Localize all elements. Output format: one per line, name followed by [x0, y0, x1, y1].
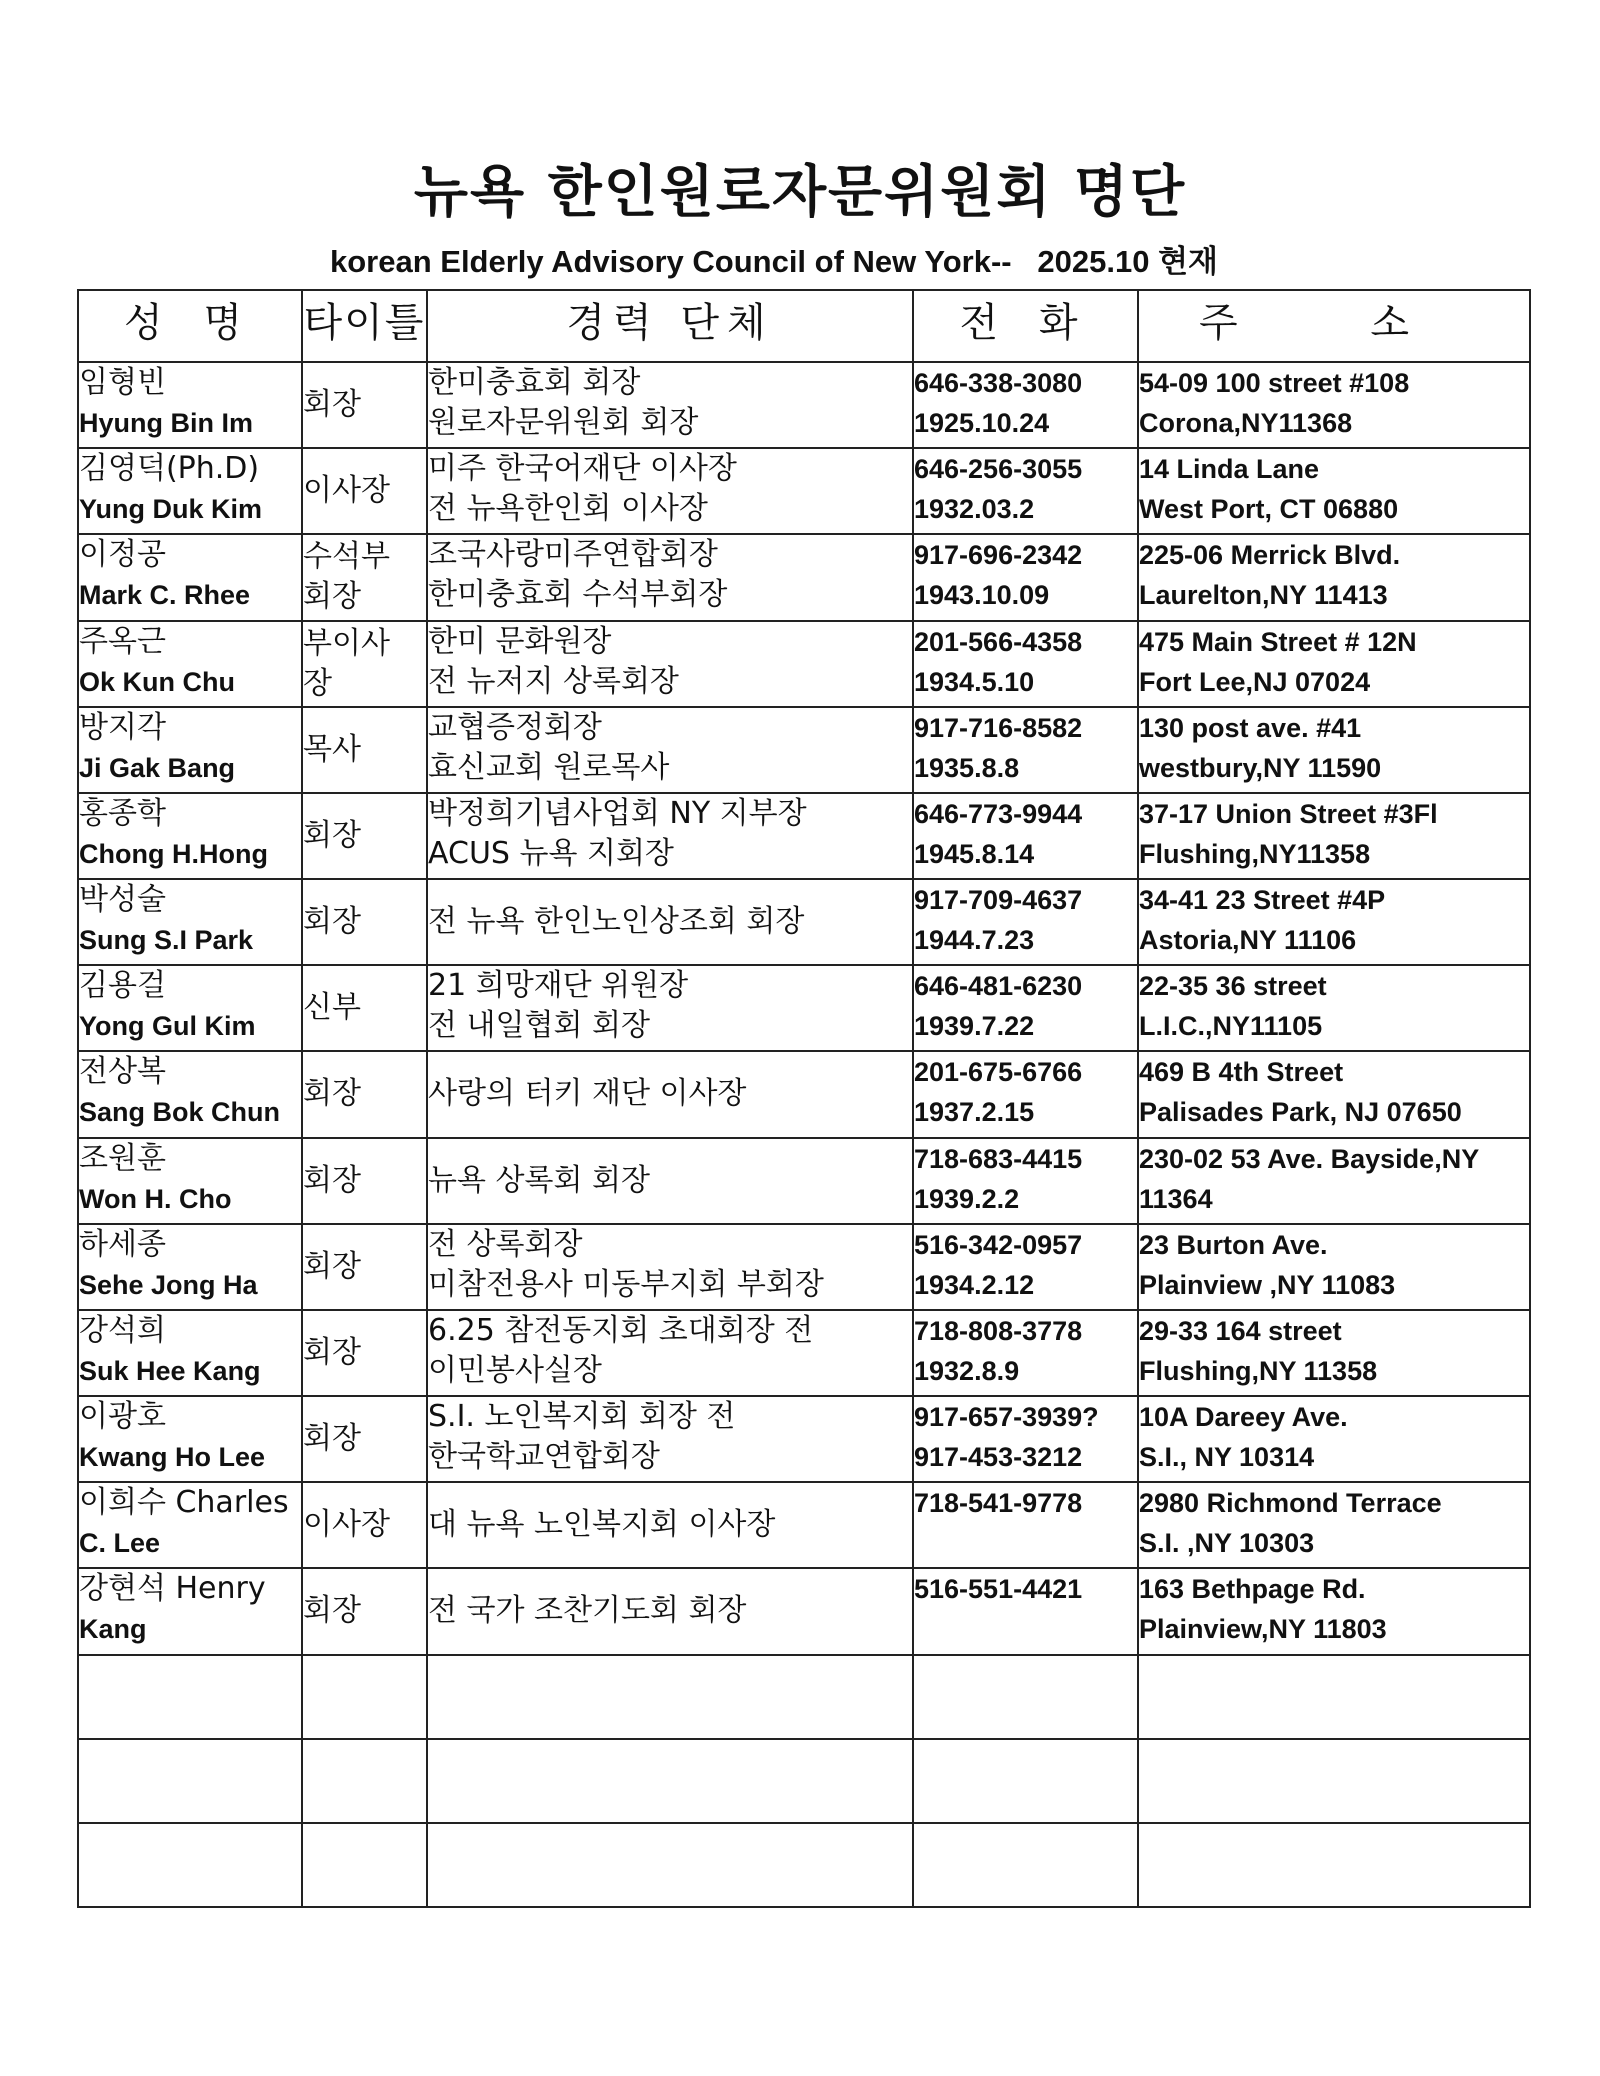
career-line: S.I. 노인복지회 회장 전	[428, 1399, 736, 1435]
member-title: 수석부 회장	[302, 534, 427, 620]
member-name-english: Won H. Cho	[79, 1183, 232, 1214]
phone-secondary: 1944.7.23	[914, 925, 1035, 956]
table-row	[78, 707, 1530, 793]
member-name-cell	[78, 1138, 302, 1224]
career-line: 미참전용사 미동부지회 부회장	[428, 1266, 824, 1302]
member-title: 회장	[302, 1568, 427, 1654]
member-address	[1138, 1051, 1530, 1137]
table-row	[78, 1482, 1530, 1568]
address-line: westbury,NY 11590	[1139, 752, 1382, 783]
address-line: 23 Burton Ave.	[1139, 1229, 1328, 1260]
table-row	[78, 362, 1530, 448]
member-title: 회장	[302, 879, 427, 965]
member-title: 회장	[302, 793, 427, 879]
member-career	[427, 448, 913, 534]
phone-secondary: 1932.03.2	[914, 494, 1035, 525]
phone-number: 718-808-3778	[914, 1315, 1083, 1346]
member-address	[1138, 707, 1530, 793]
member-career	[427, 534, 913, 620]
address-line: Flushing,NY 11358	[1139, 1355, 1378, 1386]
phone-number: 646-256-3055	[914, 454, 1083, 485]
address-line: 130 post ave. #41	[1139, 712, 1362, 743]
table-row	[78, 1224, 1530, 1310]
member-name-english: Hyung Bin Im	[79, 408, 253, 438]
member-name-korean: 박성술	[79, 882, 166, 918]
member-name-cell	[78, 1224, 302, 1310]
member-title: 부이사 장	[302, 621, 427, 707]
member-career	[427, 965, 913, 1051]
member-name-english: C. Lee	[79, 1528, 161, 1559]
member-name-korean: 이광호	[79, 1399, 166, 1435]
member-phone	[913, 1138, 1138, 1224]
empty-cell	[913, 1823, 1138, 1907]
member-title: 이사장	[302, 1482, 427, 1568]
address-line: 163 Bethpage Rd.	[1139, 1574, 1366, 1605]
member-phone	[913, 707, 1138, 793]
address-line: 11364	[1139, 1183, 1213, 1214]
member-phone	[913, 1568, 1138, 1654]
career-line: 조국사랑미주연합회장	[428, 537, 718, 573]
member-name-korean: 방지각	[79, 709, 166, 745]
member-name-english: Kwang Ho Lee	[79, 1442, 266, 1473]
empty-cell	[302, 1739, 427, 1823]
career-line: 전 국가 조찬기도회 회장	[428, 1593, 747, 1629]
member-address	[1138, 965, 1530, 1051]
header-name: 성 명	[78, 290, 302, 362]
member-name-korean: 조원훈	[79, 1140, 166, 1176]
address-line: L.I.C.,NY11105	[1139, 1011, 1323, 1042]
address-line: S.I. ,NY 10303	[1139, 1528, 1315, 1559]
career-line: ACUS 뉴욕 지회장	[428, 835, 674, 871]
table-row	[78, 879, 1530, 965]
member-name-cell	[78, 707, 302, 793]
address-line: 2980 Richmond Terrace	[1139, 1488, 1442, 1519]
phone-secondary: 1939.7.22	[914, 1011, 1035, 1042]
table-row	[78, 1568, 1530, 1654]
member-name-cell	[78, 879, 302, 965]
member-phone	[913, 1224, 1138, 1310]
member-name-english: Sang Bok Chun	[79, 1097, 280, 1128]
address-line: Palisades Park, NJ 07650	[1139, 1097, 1462, 1128]
career-line: 전 뉴욕 한인노인상조회 회장	[428, 904, 805, 940]
career-line: 6.25 참전동지회 초대회장 전	[428, 1312, 814, 1348]
member-name-korean: 김용걸	[79, 968, 166, 1004]
member-career	[427, 1224, 913, 1310]
member-phone	[913, 1310, 1138, 1396]
address-line: 29-33 164 street	[1139, 1315, 1342, 1346]
member-name-cell	[78, 534, 302, 620]
empty-cell	[1138, 1739, 1530, 1823]
phone-number: 646-773-9944	[914, 798, 1083, 829]
address-line: Fort Lee,NJ 07024	[1139, 666, 1371, 697]
member-phone	[913, 1396, 1138, 1482]
address-line: Plainview,NY 11803	[1139, 1614, 1387, 1645]
phone-secondary: 1939.2.2	[914, 1183, 1020, 1214]
table-row	[78, 1310, 1530, 1396]
member-career	[427, 879, 913, 965]
member-address	[1138, 879, 1530, 965]
member-address	[1138, 1568, 1530, 1654]
member-name-cell	[78, 1568, 302, 1654]
career-line: 한미 문화원장	[428, 623, 612, 659]
member-address	[1138, 534, 1530, 620]
member-name-korean: 김영덕(Ph.D)	[79, 451, 260, 487]
member-phone	[913, 965, 1138, 1051]
phone-secondary: 1935.8.8	[914, 752, 1020, 783]
empty-cell	[427, 1655, 913, 1739]
phone-secondary: 1934.5.10	[914, 666, 1035, 697]
address-line: Laurelton,NY 11413	[1139, 580, 1388, 611]
member-name-english: Sehe Jong Ha	[79, 1269, 258, 1300]
address-line: Flushing,NY11358	[1139, 838, 1371, 869]
member-name-cell	[78, 1051, 302, 1137]
member-career	[427, 793, 913, 879]
member-name-korean: 임형빈	[79, 365, 166, 400]
phone-secondary: 1932.8.9	[914, 1355, 1020, 1386]
member-name-korean: 이희수 Charles	[79, 1485, 289, 1521]
empty-cell	[78, 1655, 302, 1739]
address-line: Corona,NY11368	[1139, 408, 1353, 438]
address-line: 14 Linda Lane	[1139, 454, 1320, 485]
address-line: West Port, CT 06880	[1139, 494, 1399, 525]
member-name-english: Suk Hee Kang	[79, 1355, 261, 1386]
address-line: 469 B 4th Street	[1139, 1057, 1344, 1088]
header-title: 타이틀	[302, 290, 427, 362]
phone-secondary: 1934.2.12	[914, 1269, 1035, 1300]
member-phone	[913, 448, 1138, 534]
career-line: 한미충효회 회장	[428, 365, 641, 400]
empty-cell	[302, 1655, 427, 1739]
career-line: 미주 한국어재단 이사장	[428, 451, 737, 487]
member-name-english: Ok Kun Chu	[79, 666, 235, 697]
member-address	[1138, 1482, 1530, 1568]
address-line: 37-17 Union Street #3Fl	[1139, 798, 1438, 829]
career-line: 한국학교연합회장	[428, 1439, 660, 1475]
member-career	[427, 1396, 913, 1482]
member-title: 이사장	[302, 448, 427, 534]
career-line: 전 뉴저지 상록회장	[428, 663, 679, 699]
career-line: 박정희기념사업회 NY 지부장	[428, 795, 807, 831]
member-name-cell	[78, 1482, 302, 1568]
phone-secondary: 1945.8.14	[914, 838, 1035, 869]
empty-cell	[913, 1739, 1138, 1823]
phone-number: 516-551-4421	[914, 1574, 1083, 1605]
address-line: 230-02 53 Ave. Bayside,NY	[1139, 1143, 1480, 1174]
empty-table-row	[78, 1655, 1530, 1739]
member-phone	[913, 362, 1138, 448]
table-row	[78, 965, 1530, 1051]
member-career	[427, 707, 913, 793]
page-title: 뉴욕 한인원로자문위원회 명단	[413, 160, 1187, 225]
address-line: 22-35 36 street	[1139, 971, 1327, 1002]
member-phone	[913, 793, 1138, 879]
career-line: 전 내일협회 회장	[428, 1008, 650, 1044]
career-line: 21 희망재단 위원장	[428, 968, 689, 1004]
career-line: 대 뉴욕 노인복지회 이사장	[428, 1507, 776, 1543]
member-name-korean: 하세종	[79, 1226, 166, 1262]
member-name-english: Kang	[79, 1614, 147, 1645]
phone-number: 718-541-9778	[914, 1488, 1083, 1519]
career-line: 사랑의 터키 재단 이사장	[428, 1076, 747, 1112]
member-name-english: Yong Gul Kim	[79, 1011, 256, 1042]
member-name-english: Ji Gak Bang	[79, 752, 236, 783]
address-line: 225-06 Merrick Blvd.	[1139, 540, 1401, 571]
member-name-korean: 전상복	[79, 1054, 166, 1090]
empty-cell	[427, 1739, 913, 1823]
empty-cell	[78, 1739, 302, 1823]
address-line: Plainview ,NY 11083	[1139, 1269, 1396, 1300]
phone-number: 917-709-4637	[914, 885, 1083, 916]
member-title: 목사	[302, 707, 427, 793]
table-row	[78, 1138, 1530, 1224]
member-address	[1138, 1138, 1530, 1224]
header-career: 경력 단체	[427, 290, 913, 362]
member-phone	[913, 621, 1138, 707]
phone-number: 917-696-2342	[914, 540, 1083, 571]
phone-number: 201-675-6766	[914, 1057, 1083, 1088]
member-name-english: Yung Duk Kim	[79, 494, 263, 525]
phone-number: 646-338-3080	[914, 368, 1083, 398]
phone-secondary: 1937.2.15	[914, 1097, 1035, 1128]
member-name-cell	[78, 793, 302, 879]
member-title: 회장	[302, 1396, 427, 1482]
header-address: 주 소	[1138, 290, 1530, 362]
phone-number: 718-683-4415	[914, 1143, 1083, 1174]
member-name-korean: 강석희	[79, 1312, 166, 1348]
member-name-english: Mark C. Rhee	[79, 580, 251, 611]
header-phone: 전 화	[913, 290, 1138, 362]
empty-cell	[913, 1655, 1138, 1739]
table-row	[78, 534, 1530, 620]
member-title: 신부	[302, 965, 427, 1051]
member-career	[427, 1568, 913, 1654]
phone-number: 516-342-0957	[914, 1229, 1083, 1260]
phone-number: 917-716-8582	[914, 712, 1083, 743]
member-career	[427, 1482, 913, 1568]
career-line: 전 뉴욕한인회 이사장	[428, 491, 708, 527]
empty-table-row	[78, 1739, 1530, 1823]
page-subtitle: korean Elderly Advisory Council of New York-- 2025.10 현재	[330, 244, 1218, 279]
table-row	[78, 1051, 1530, 1137]
address-line: 475 Main Street # 12N	[1139, 626, 1417, 657]
phone-secondary: 1925.10.24	[914, 408, 1050, 438]
member-address	[1138, 448, 1530, 534]
career-line: 효신교회 원로목사	[428, 749, 670, 785]
member-phone	[913, 534, 1138, 620]
member-name-english: Sung S.I Park	[79, 925, 254, 956]
member-name-cell	[78, 448, 302, 534]
member-phone	[913, 879, 1138, 965]
career-line: 전 상록회장	[428, 1226, 583, 1262]
phone-secondary: 1943.10.09	[914, 580, 1050, 611]
member-career	[427, 1138, 913, 1224]
member-title: 회장	[302, 362, 427, 448]
member-name-korean: 주옥근	[79, 623, 166, 659]
member-career	[427, 1051, 913, 1137]
table-body	[78, 362, 1530, 1907]
member-title: 회장	[302, 1051, 427, 1137]
member-title: 회장	[302, 1224, 427, 1310]
member-roster-table	[77, 289, 1531, 1908]
career-line: 원로자문위원회 회장	[428, 405, 699, 440]
career-line: 교협증정회장	[428, 709, 602, 745]
empty-cell	[302, 1823, 427, 1907]
table-row	[78, 621, 1530, 707]
member-name-korean: 강현석 Henry	[79, 1571, 266, 1607]
member-name-cell	[78, 965, 302, 1051]
phone-number: 917-657-3939?	[914, 1402, 1099, 1433]
member-address	[1138, 621, 1530, 707]
phone-number: 201-566-4358	[914, 626, 1083, 657]
address-line: Astoria,NY 11106	[1139, 925, 1357, 956]
phone-secondary: 917-453-3212	[914, 1442, 1083, 1473]
member-title: 회장	[302, 1138, 427, 1224]
empty-cell	[1138, 1655, 1530, 1739]
member-address	[1138, 1396, 1530, 1482]
address-line: S.I., NY 10314	[1139, 1442, 1315, 1473]
member-address	[1138, 793, 1530, 879]
empty-table-row	[78, 1823, 1530, 1907]
career-line: 뉴욕 상록회 회장	[428, 1162, 650, 1198]
member-title: 회장	[302, 1310, 427, 1396]
member-name-cell	[78, 1310, 302, 1396]
career-line: 한미충효회 수석부회장	[428, 577, 728, 613]
empty-cell	[1138, 1823, 1530, 1907]
address-line: 10A Dareey Ave.	[1139, 1402, 1348, 1433]
address-line: 34-41 23 Street #4P	[1139, 885, 1386, 916]
member-address	[1138, 1224, 1530, 1310]
member-address	[1138, 1310, 1530, 1396]
member-name-english: Chong H.Hong	[79, 838, 268, 869]
address-line: 54-09 100 street #108	[1139, 368, 1410, 398]
member-name-korean: 이정공	[79, 537, 166, 573]
member-address	[1138, 362, 1530, 448]
table-row	[78, 793, 1530, 879]
member-career	[427, 362, 913, 448]
phone-number: 646-481-6230	[914, 971, 1083, 1002]
member-career	[427, 621, 913, 707]
empty-cell	[427, 1823, 913, 1907]
member-name-cell	[78, 1396, 302, 1482]
member-career	[427, 1310, 913, 1396]
table-row	[78, 448, 1530, 534]
member-phone	[913, 1482, 1138, 1568]
table-row	[78, 1396, 1530, 1482]
table-header-row	[78, 290, 1530, 362]
member-name-cell	[78, 362, 302, 448]
career-line: 이민봉사실장	[428, 1352, 602, 1388]
empty-cell	[78, 1823, 302, 1907]
member-phone	[913, 1051, 1138, 1137]
member-name-cell	[78, 621, 302, 707]
member-name-korean: 홍종학	[79, 795, 166, 831]
